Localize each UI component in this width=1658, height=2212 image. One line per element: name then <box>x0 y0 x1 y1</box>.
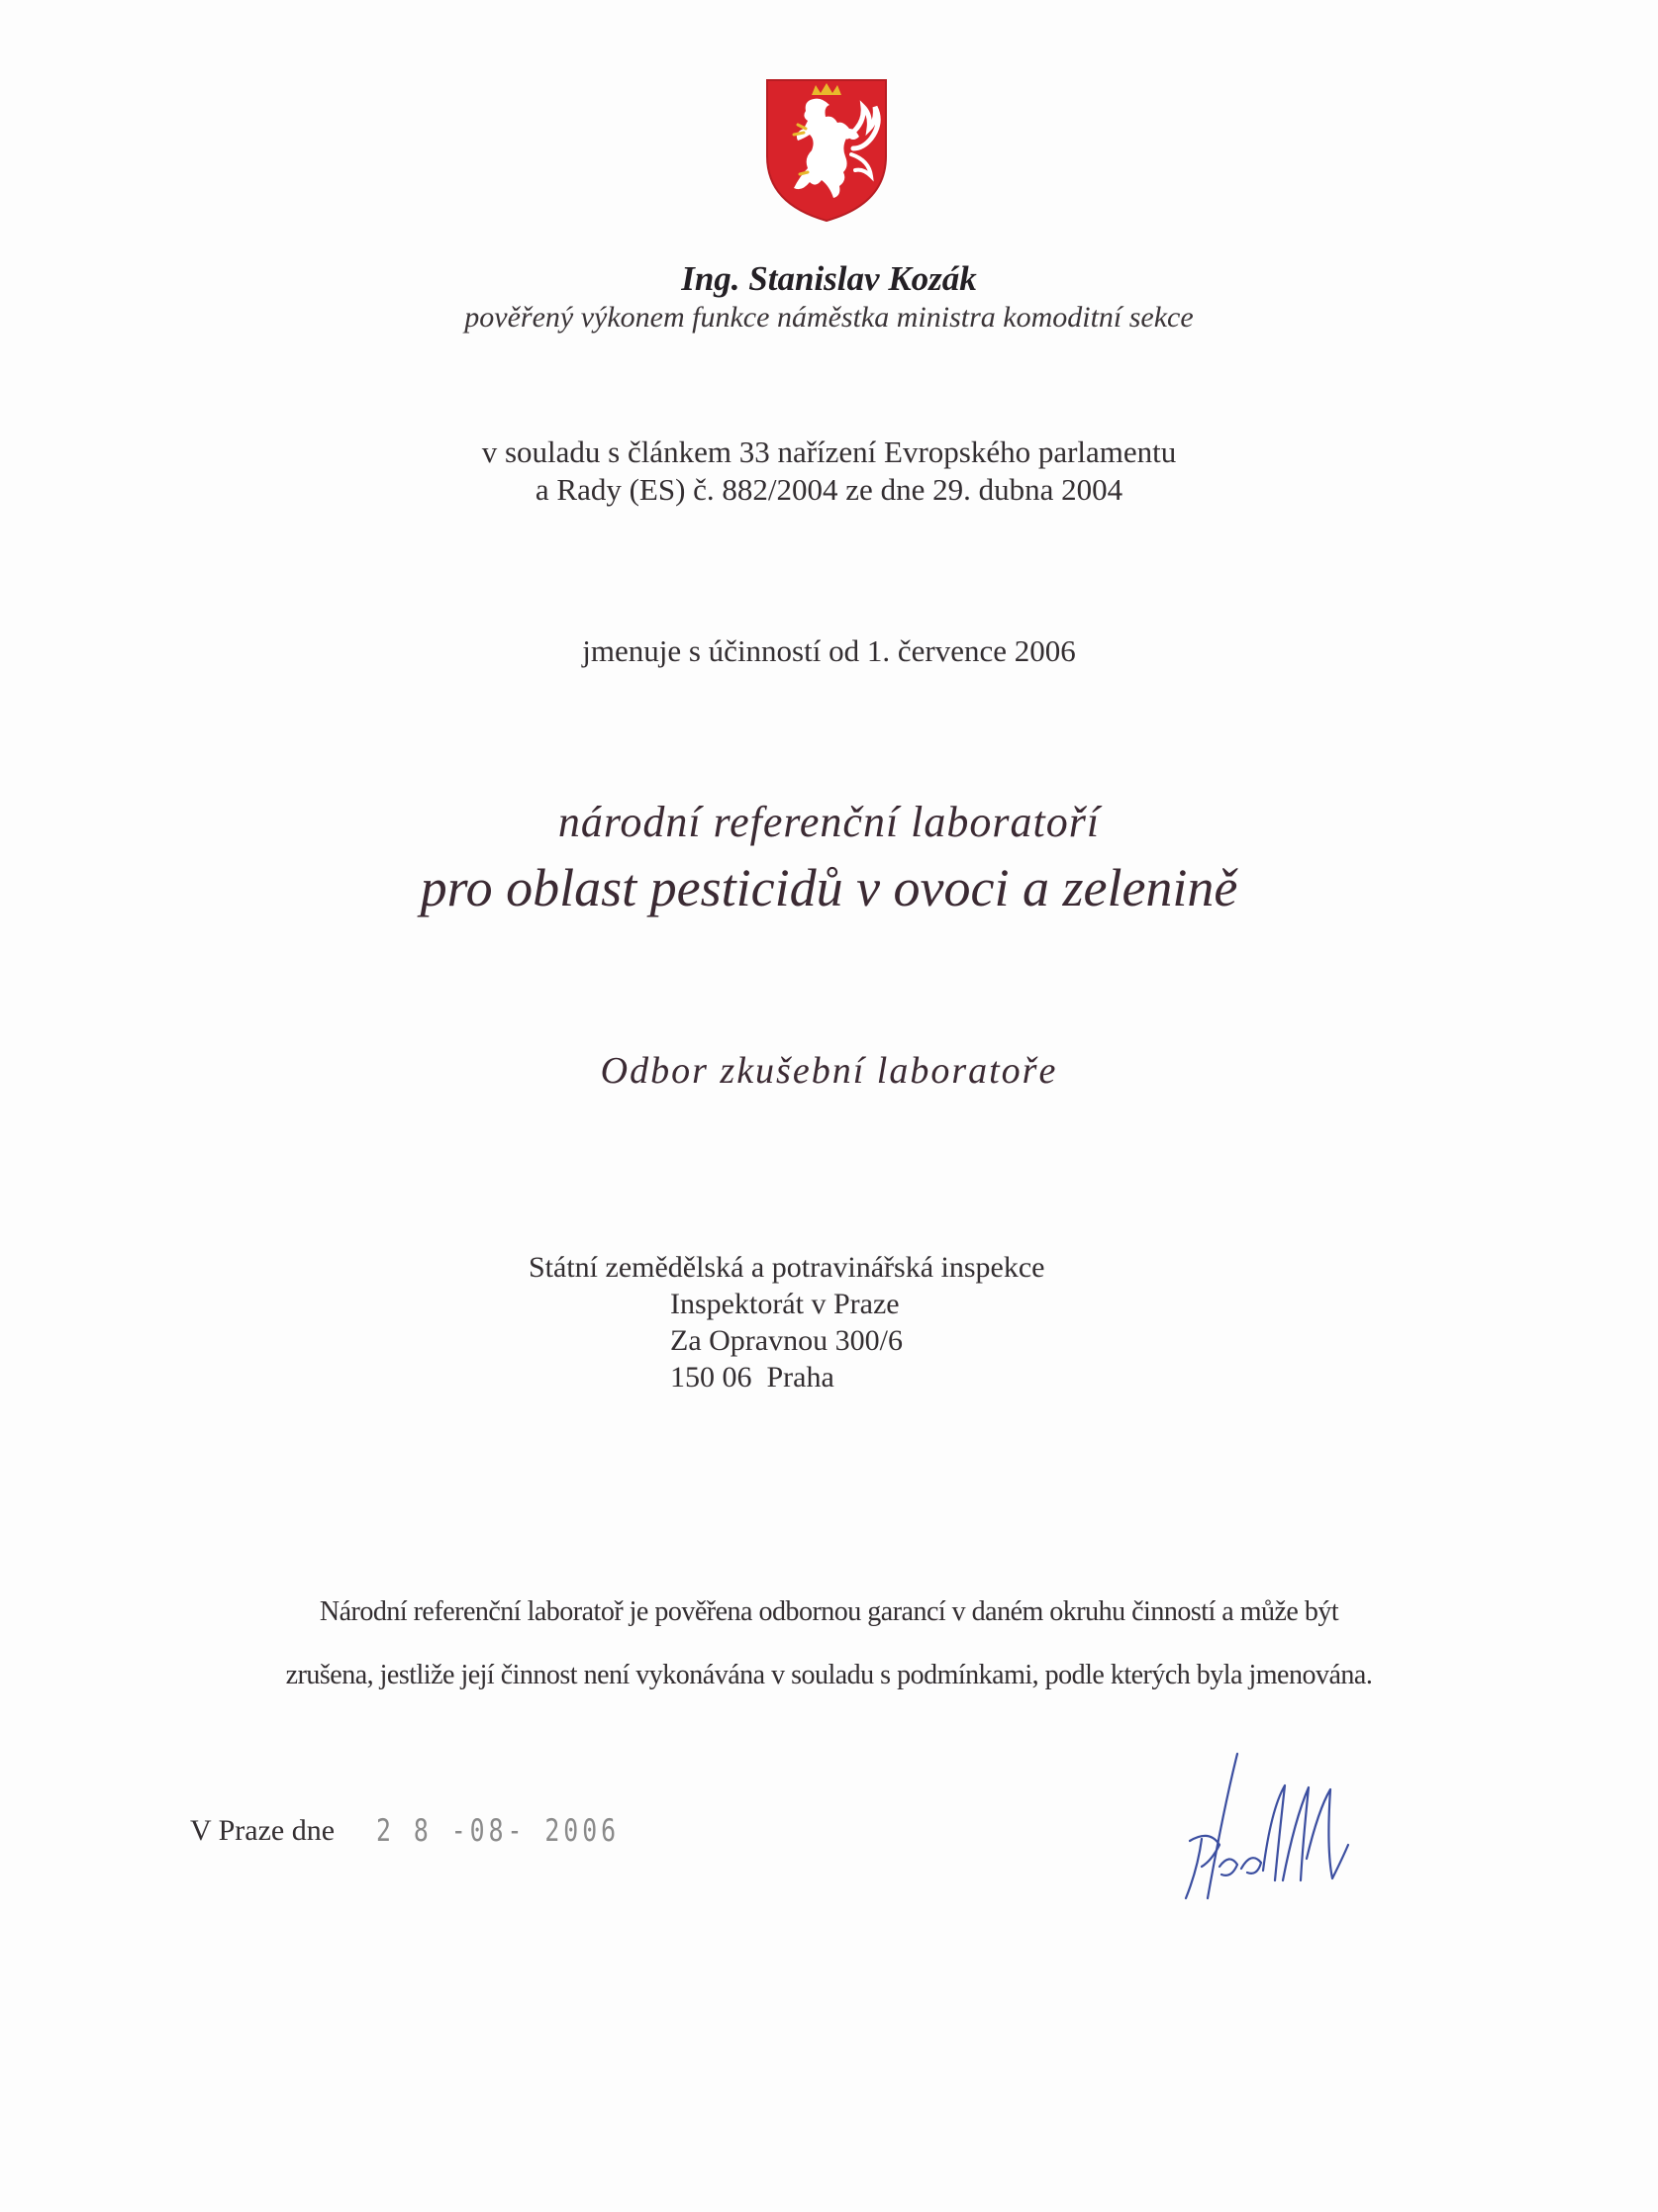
laboratory-title-line-2: pro oblast pesticidů v ovoci a zelenině <box>420 858 1238 917</box>
legal-basis <box>0 433 1658 509</box>
legal-note <box>0 1581 1658 1707</box>
department-name: Odbor zkušební laboratoře <box>600 1050 1058 1092</box>
appointment-statement: jmenuje s účinností od 1. července 2006 <box>582 633 1076 668</box>
address-street: Za Opravnou 300/6 <box>670 1324 903 1357</box>
legal-note-line-2: zrušena, jestliže její činnost není vykonávána v souladu s podmínkami, podle kterých byla jmenována. <box>285 1660 1373 1690</box>
handwritten-signature <box>1168 1750 1386 1908</box>
address-unit: Inspektorát v Praze <box>670 1288 900 1320</box>
place-label: V Praze dne <box>190 1814 336 1847</box>
address-city: 150 06 Praha <box>670 1361 834 1394</box>
legal-basis-line-1: v souladu s článkem 33 nařízení Evropského parlamentu <box>481 434 1177 469</box>
legal-note-line-1: Národní referenční laboratoř je pověřena odbornou garancí v daném okruhu činností a může být <box>319 1596 1339 1627</box>
address-block <box>529 1249 1044 1395</box>
laboratory-title-line-1: národní referenční laboratoří <box>557 798 1101 846</box>
official-role: pověřený výkonem funkce náměstka ministra komoditní sekce <box>464 301 1194 334</box>
address-organization: Státní zemědělská a potravinářská inspekce <box>529 1251 1045 1284</box>
legal-basis-line-2: a Rady (ES) č. 882/2004 ze dne 29. dubna 2004 <box>535 472 1123 507</box>
coat-of-arms-emblem <box>764 77 889 224</box>
date-stamp: 2 8 -08- 2006 <box>376 1813 621 1849</box>
official-name: Ing. Stanislav Kozák <box>681 259 977 298</box>
